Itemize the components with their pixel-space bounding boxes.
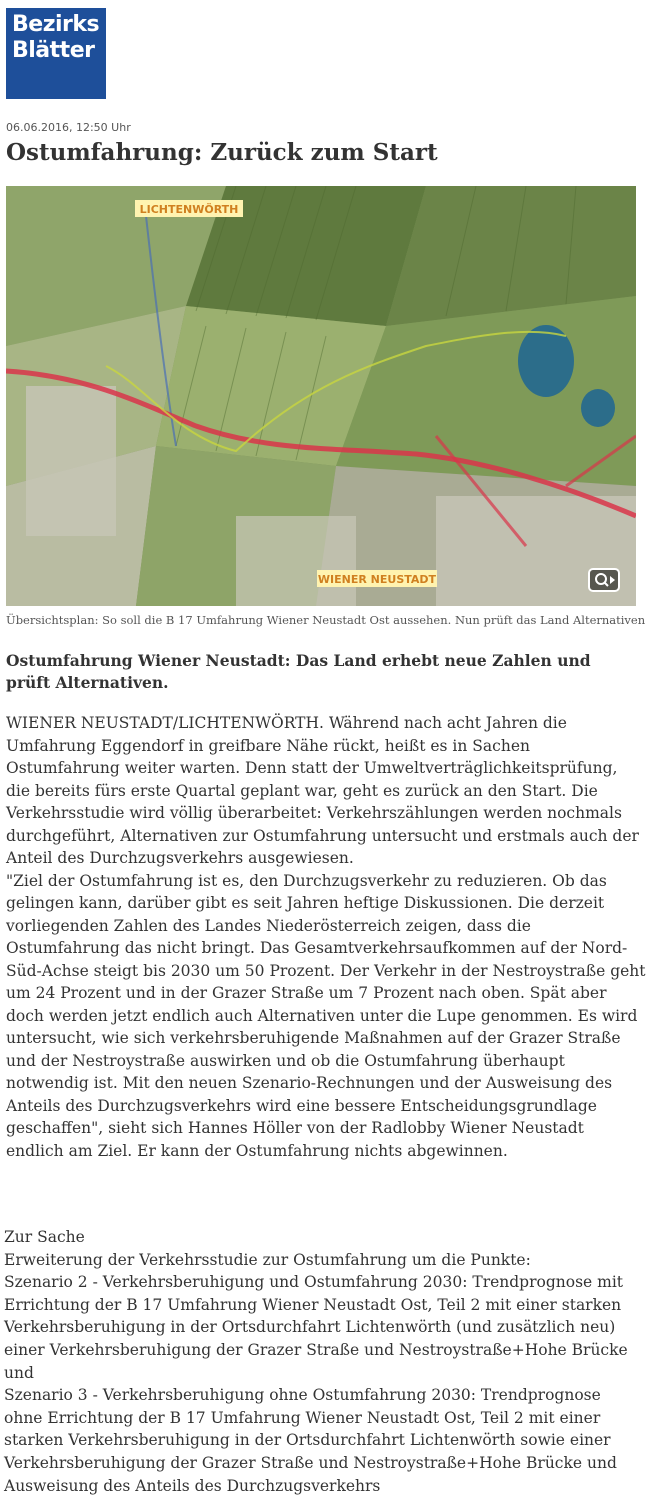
zur-sache-box [4, 1226, 644, 1497]
article-lead: Ostumfahrung Wiener Neustadt: Das Land erhebt neue Zahlen und prüft Alternativen. [6, 651, 591, 692]
zur-sache-scenario-3: Szenario 3 - Verkehrsberuhigung ohne Ostumfahrung 2030: Trendprognose ohne Errichtung der B 17 Umfahrung Wiener Neustadt Ost, Teil 2 mit einer starken Verkehrsberuhigung in der Ortsdurchfahrt Lichtenwörth sowie einer Verkehrsberuhigung der Grazer Straße und Nestroystraße+Hohe Brücke und Ausweisung des Anteils des Durchzugsverkehrs [4, 1386, 617, 1495]
zoom-in-icon [590, 570, 618, 590]
zur-sache-heading: Zur Sache [4, 1228, 85, 1246]
zur-sache-scenario-2: Szenario 2 - Verkehrsberuhigung und Ostumfahrung 2030: Trendprognose mit Errichtung der B 17 Umfahrung Wiener Neustadt Ost, Teil 2 mit einer starken Verkehrsberuhigung in der Ortsdurchfahrt Lichtenwörth (und zusätzlich neu) einer Verkehrsberuhigung der Grazer Straße und Nestroystraße+Hohe Brücke und [4, 1273, 628, 1382]
aerial-map [6, 186, 636, 606]
article-body [6, 712, 646, 1162]
article-image[interactable] [6, 186, 636, 606]
article-title: Ostumfahrung: Zurück zum Start [6, 139, 438, 166]
article-date: 06.06.2016, 12:50 Uhr [6, 121, 131, 134]
logo-line-1: Bezirks [12, 12, 100, 37]
body-paragraph: "Ziel der Ostumfahrung ist es, den Durchzugsverkehr zu reduzieren. Ob das gelingen kann, darüber gibt es seit Jahren heftige Diskussionen. Die derzeit vorliegenden Zahlen des Landes Niederösterreich zeigen, dass die Ostumfahrung das nicht bringt. Das Gesamtverkehrsaufkommen auf der Nord-Süd-Achse steigt bis 2030 um 50 Prozent. Der Verkehr in der Nestroystraße geht um 24 Prozent und in der Grazer Straße um 7 Prozent nach oben. Spät aber doch werden jetzt endlich auch Alternativen unter die Lupe genommen. Es wird untersucht, wie sich verkehrsberuhigende Maßnahmen auf der Grazer Straße und der Nestroystraße auswirken und ob die Ostumfahrung überhaupt notwendig ist. Mit den neuen Szenario-Rechnungen und der Ausweisung des Anteils des Durchzugsverkehrs wird eine bessere Entscheidungsgrundlage geschaffen", sieht sich Hannes Höller von der Radlobby Wiener Neustadt endlich am Ziel. Er kann der Ostumfahrung nichts abgewinnen. [6, 871, 646, 1160]
zoom-button[interactable] [588, 568, 620, 592]
zur-sache-intro: Erweiterung der Verkehrsstudie zur Ostumfahrung um die Punkte: [4, 1250, 531, 1269]
bezirksblaetter-logo[interactable] [6, 8, 106, 99]
body-paragraph: WIENER NEUSTADT/LICHTENWÖRTH. Während nach acht Jahren die Umfahrung Eggendorf in greifbare Nähe rückt, heißt es in Sachen Ostumfahrung weiter warten. Denn statt der Umweltverträglichkeitsprüfung, die bereits fürs erste Quartal geplant war, geht es zurück an den Start. Die Verkehrsstudie wird völlig überarbeitet: Verkehrszählungen werden nochmals durchgeführt, Alternativen zur Ostumfahrung untersucht und erstmals auch der Anteil des Durchzugsverkehrs ausgewiesen. [6, 714, 639, 867]
map-label-north: LICHTENWÖRTH [139, 203, 239, 216]
map-label-south: WIENER NEUSTADT [317, 573, 437, 586]
image-caption: Übersichtsplan: So soll die B 17 Umfahrung Wiener Neustadt Ost aussehen. Nun prüft das Land Alternativen [6, 613, 646, 627]
logo-line-2: Blätter [12, 38, 95, 63]
